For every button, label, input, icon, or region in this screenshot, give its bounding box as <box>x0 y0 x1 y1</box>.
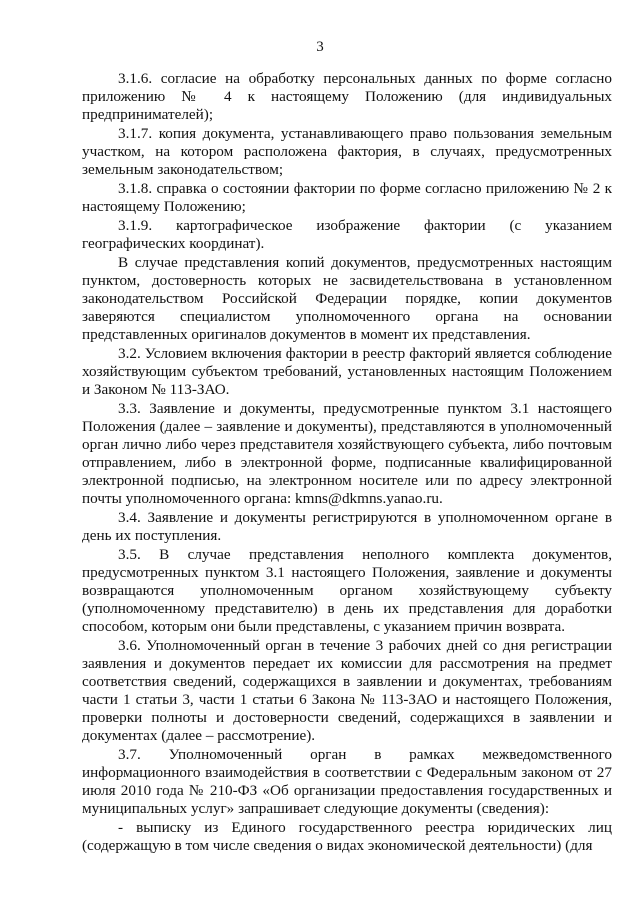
paragraph-3-1-9: 3.1.9. картографическое изображение фактории (с указанием географических координат). <box>82 217 612 252</box>
document-body <box>82 70 612 855</box>
paragraph-3-3: 3.3. Заявление и документы, предусмотренные пунктом 3.1 настоящего Положения (далее – заявление и документы), представляются в уполномоченный орган лично либо через представителя хозяйствующего субъекта, либо почтовым отправлением, либо в электронной форме, подписанные квалифицированной электронной подписью, на электронном носителе или по адресу электронной почты уполномоченного органа: kmns@dkmns.yanao.ru. <box>82 400 612 507</box>
page-number: 3 <box>316 39 324 55</box>
paragraph-3-4: 3.4. Заявление и документы регистрируются в уполномоченном органе в день их поступления. <box>82 509 612 544</box>
paragraph-copies-certification: В случае представления копий документов, предусмотренных настоящим пунктом, достоверность которых не засвидетельствована в установленном законодательством Российской Федерации порядке, копии документов заверяются специалистом уполномоченного органа на основании представленных оригиналов документов в момент их представления. <box>82 254 612 343</box>
paragraph-egrul-extract: - выписку из Единого государственного реестра юридических лиц (содержащую в том числе сведения о видах экономической деятельности) (для <box>82 819 612 854</box>
paragraph-3-6: 3.6. Уполномоченный орган в течение 3 рабочих дней со дня регистрации заявления и документов передает их комиссии для рассмотрения на предмет соответствия сведений, содержащихся в заявлении и документах, требованиям части 1 статьи 3, части 1 статьи 6 Закона № 113-ЗАО и настоящего Положения, проверки полноты и достоверности сведений, содержащихся в заявлении и документах (далее – рассмотрение). <box>82 637 612 744</box>
paragraph-3-2: 3.2. Условием включения фактории в реестр факторий является соблюдение хозяйствующим субъектом требований, установленных настоящим Положением и Законом № 113-ЗАО. <box>82 345 612 398</box>
paragraph-3-7: 3.7. Уполномоченный орган в рамках межведомственного информационного взаимодействия в соответствии с Федеральным законом от 27 июля 2010 года № 210-ФЗ «Об организации предоставления государственных и муниципальных услуг» запрашивает следующие документы (сведения): <box>82 746 612 817</box>
paragraph-3-1-8: 3.1.8. справка о состоянии фактории по форме согласно приложению № 2 к настоящему Положению; <box>82 180 612 215</box>
paragraph-3-1-6: 3.1.6. согласие на обработку персональных данных по форме согласно приложению № 4 к настоящему Положению (для индивидуальных предпринимателей); <box>82 70 612 123</box>
paragraph-3-5: 3.5. В случае представления неполного комплекта документов, предусмотренных пунктом 3.1 настоящего Положения, заявление и документы возвращаются уполномоченным органом хозяйствующему субъекту (уполномоченному представителю) в день их представления для доработки способом, которым они были представлены, с указанием причин возврата. <box>82 546 612 635</box>
paragraph-3-1-7: 3.1.7. копия документа, устанавливающего право пользования земельным участком, на котором расположена фактория, в случаях, предусмотренных земельным законодательством; <box>82 125 612 178</box>
